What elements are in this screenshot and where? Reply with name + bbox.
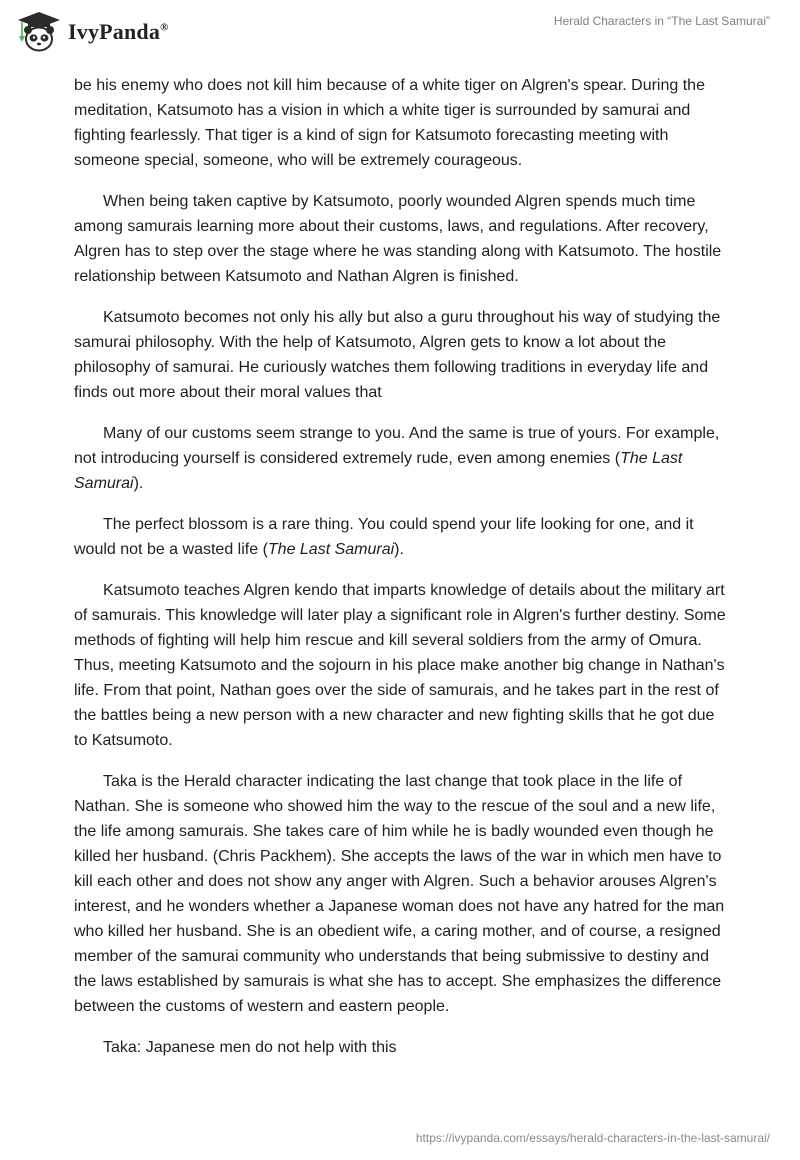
paragraph: Katsumoto becomes not only his ally but also a guru throughout his way of studying the samurai philosophy. With the help of Katsumoto, Algren gets to know a lot about the philosophy of samurai. He curiously watches them following traditions in everyday life and finds out more about their moral values that [74, 309, 721, 401]
site-logo[interactable] [14, 10, 169, 54]
cited-title: The Last Samurai [267, 541, 395, 558]
source-url-link[interactable]: https://ivypanda.com/essays/herald-characters-in-the-last-samurai/ [415, 1131, 770, 1145]
essay-body [74, 73, 728, 1076]
paragraph: be his enemy who does not kill him because of a white tiger on Algren's spear. During the meditation, Katsumoto has a vision in which a white tiger is surrounded by samurai and fighting fearlessly. That tiger is a kind of sign for Katsumoto forecasting meeting with someone special, someone, who will be extremely courageous. [74, 77, 705, 169]
cited-title: The Last Samurai [74, 450, 683, 492]
dialogue-paragraph: Taka: Japanese men do not help with this [103, 1039, 397, 1056]
paragraph: Taka is the Herald character indicating the last change that took place in the life of Nathan. She is someone who showed him the way to the rescue of the soul and a new life, the life among samurais. She takes care of him while he is badly wounded even though he killed her husband. (Chris Packhem). She accepts the laws of the war in which men have to kill each other and does not show any anger with Algren. Such a behavior arouses Algren's interest, and he wonders whether a Japanese woman does not have any hatred for the man who killed her husband. She is an obedient wife, a caring mother, and of course, a resigned member of the samurai community who understands that being submissive to destiny and the laws established by samurais is what she has to accept. She emphasizes the difference between the customs of western and eastern people. [74, 773, 725, 1015]
panda-logo-icon [14, 10, 64, 54]
quote-paragraph: The perfect blossom is a rare thing. You could spend your life looking for one, and it would not be a wasted life (The Last Samurai). [74, 516, 694, 558]
quote-paragraph: Many of our customs seem strange to you. And the same is true of yours. For example, not introducing yourself is considered extremely rude, even among enemies (The Last Samurai). [74, 425, 720, 492]
page-header [0, 0, 800, 70]
paragraph: When being taken captive by Katsumoto, poorly wounded Algren spends much time among samurais learning more about their customs, laws, and regulations. After recovery, Algren has to step over the stage where he was standing along with Katsumoto. The hostile relationship between Katsumoto and Nathan Algren is finished. [74, 193, 722, 285]
paragraph: Katsumoto teaches Algren kendo that imparts knowledge of details about the military art of samurais. This knowledge will later play a significant role in Algren's further destiny. Some methods of fighting will help him rescue and kill several soldiers from the army of Omura. Thus, meeting Katsumoto and the sojourn in his place make another big change in Nathan's life. From that point, Nathan goes over the side of samurais, and he takes part in the rest of the battles being a new person with a new character and new fighting skills that he got due to Katsumoto. [74, 582, 726, 749]
document-title: Herald Characters in “The Last Samurai” [553, 14, 770, 28]
logo-wordmark: IvyPanda® [68, 19, 169, 44]
